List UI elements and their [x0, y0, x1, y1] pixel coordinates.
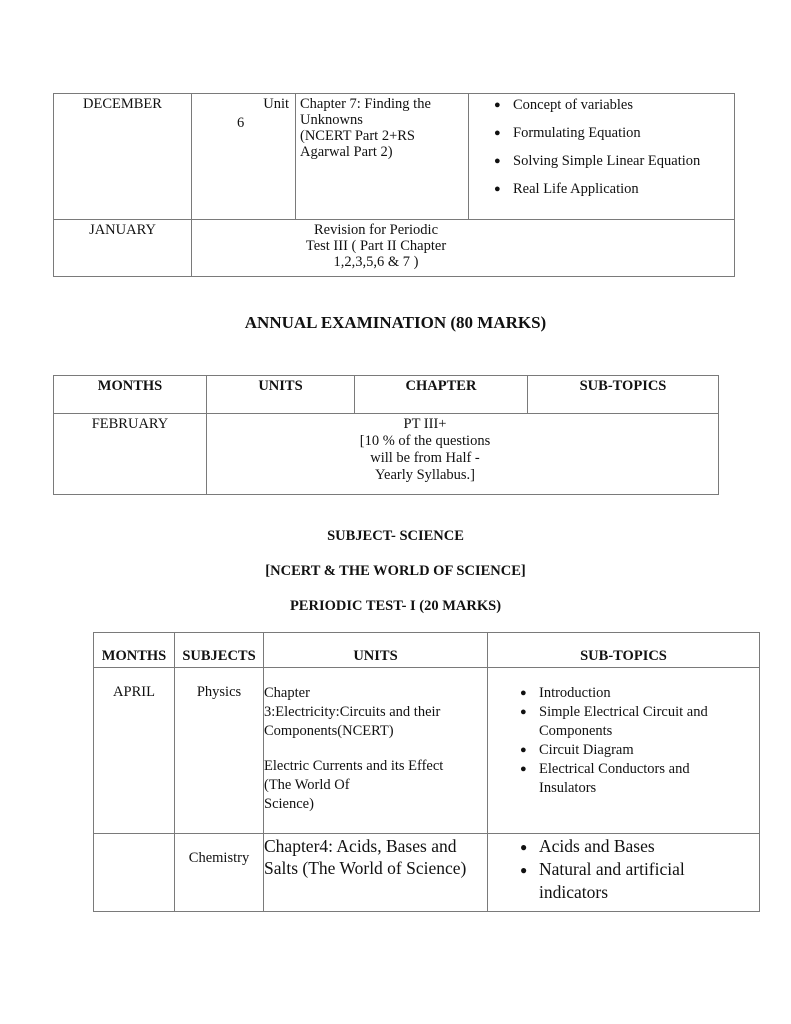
- revision-line: Test III ( Part II Chapter: [305, 238, 447, 254]
- units-cell: [264, 668, 488, 834]
- subtopics-list: [488, 668, 759, 798]
- header-months: MONTHS: [54, 376, 207, 414]
- subtopic-item: ● Electrical Conductors and Insulators: [511, 760, 739, 798]
- subject-chemistry: Chemistry: [188, 850, 250, 866]
- unit-line: Science): [264, 796, 314, 812]
- chapter-line: Unknowns: [300, 112, 363, 128]
- unit-line: (The World Of: [264, 777, 350, 793]
- month-cell: [54, 94, 192, 220]
- month-cell: [54, 414, 207, 495]
- revision-line: Revision for Periodic: [313, 222, 439, 238]
- periodic-test-heading: PERIODIC TEST- I (20 MARKS): [289, 598, 502, 614]
- subtopic-item: ● Natural and artificial indicators: [511, 858, 699, 904]
- unit-line: 3:Electricity:Circuits and their: [264, 704, 441, 720]
- header-subjects: SUBJECTS: [175, 633, 264, 668]
- unit-line: Chapter4: Acids, Bases and: [264, 836, 457, 856]
- subject-physics: Physics: [196, 684, 242, 700]
- subtopics-cell: [488, 834, 760, 912]
- subject-cell: [175, 668, 264, 834]
- month-cell: [94, 668, 175, 834]
- header-subtopics: SUB-TOPICS: [488, 633, 760, 668]
- chapter-cell: [296, 94, 469, 220]
- chapter-line: Chapter 7: Finding the: [300, 96, 431, 112]
- science-syllabus-table: [93, 632, 760, 912]
- unit-line: Electric Currents and its Effect: [264, 758, 444, 774]
- header-units: UNITS: [264, 633, 488, 668]
- table-row-january: [54, 220, 735, 277]
- subtopic-item: ● Real Life Application: [485, 175, 734, 203]
- annual-exam-table: [53, 375, 719, 495]
- exam-note-line: [10 % of the questions: [359, 433, 491, 449]
- exam-note-line: will be from Half -: [370, 450, 480, 466]
- unit-number: 6: [237, 115, 245, 131]
- subtopic-item: ● Formulating Equation: [485, 119, 734, 147]
- subtopic-item: ● Simple Electrical Circuit and Components: [511, 703, 739, 741]
- books-heading: [NCERT & THE WORLD OF SCIENCE]: [265, 563, 526, 579]
- merged-cell: [207, 414, 719, 495]
- table-row-december: [54, 94, 735, 220]
- subtopic-item: ● Concept of variables: [485, 91, 734, 119]
- subtopics-list: [469, 89, 734, 203]
- table-row-physics: [94, 668, 760, 834]
- subtopics-list: [488, 834, 759, 904]
- month-empty: [94, 834, 174, 838]
- header-chapter: CHAPTER: [355, 376, 528, 414]
- revision-line: 1,2,3,5,6 & 7 ): [333, 254, 419, 270]
- merged-cell: [192, 220, 735, 277]
- unit-line: Salts (The World of Science): [264, 858, 467, 878]
- header-subtopics: SUB-TOPICS: [528, 376, 719, 414]
- unit-line: Chapter: [264, 685, 310, 701]
- unit-label: Unit: [263, 96, 289, 112]
- subject-heading: SUBJECT- SCIENCE: [327, 528, 464, 544]
- annual-exam-heading: ANNUAL EXAMINATION (80 MARKS): [244, 313, 547, 332]
- units-cell: [264, 834, 488, 912]
- chapter-line: Agarwal Part 2): [300, 144, 393, 160]
- header-row: [54, 376, 719, 414]
- subtopic-item: ● Circuit Diagram: [511, 741, 739, 760]
- exam-note-line: Yearly Syllabus.]: [374, 467, 476, 483]
- subtopics-cell: [488, 668, 760, 834]
- subtopic-item: ● Solving Simple Linear Equation: [485, 147, 734, 175]
- month-cell: [54, 220, 192, 277]
- subtopic-item: ● Acids and Bases: [511, 835, 699, 858]
- header-row: [94, 633, 760, 668]
- subject-cell: [175, 834, 264, 912]
- month-december: DECEMBER: [83, 96, 162, 112]
- month-april: APRIL: [113, 684, 155, 700]
- chapter-line: (NCERT Part 2+RS: [300, 128, 415, 144]
- month-february: FEBRUARY: [91, 416, 169, 432]
- table-row-february: [54, 414, 719, 495]
- header-units: UNITS: [207, 376, 355, 414]
- subtopic-item: ● Introduction: [511, 684, 739, 703]
- subtopics-cell: [469, 94, 735, 220]
- table-row-chemistry: [94, 834, 760, 912]
- unit-line: Components(NCERT): [264, 723, 394, 739]
- header-months: MONTHS: [94, 633, 175, 668]
- unit-cell: [192, 94, 296, 220]
- month-cell: [94, 834, 175, 912]
- exam-note-line: PT III+: [403, 416, 447, 432]
- maths-syllabus-table: [53, 93, 735, 277]
- month-january: JANUARY: [89, 222, 156, 238]
